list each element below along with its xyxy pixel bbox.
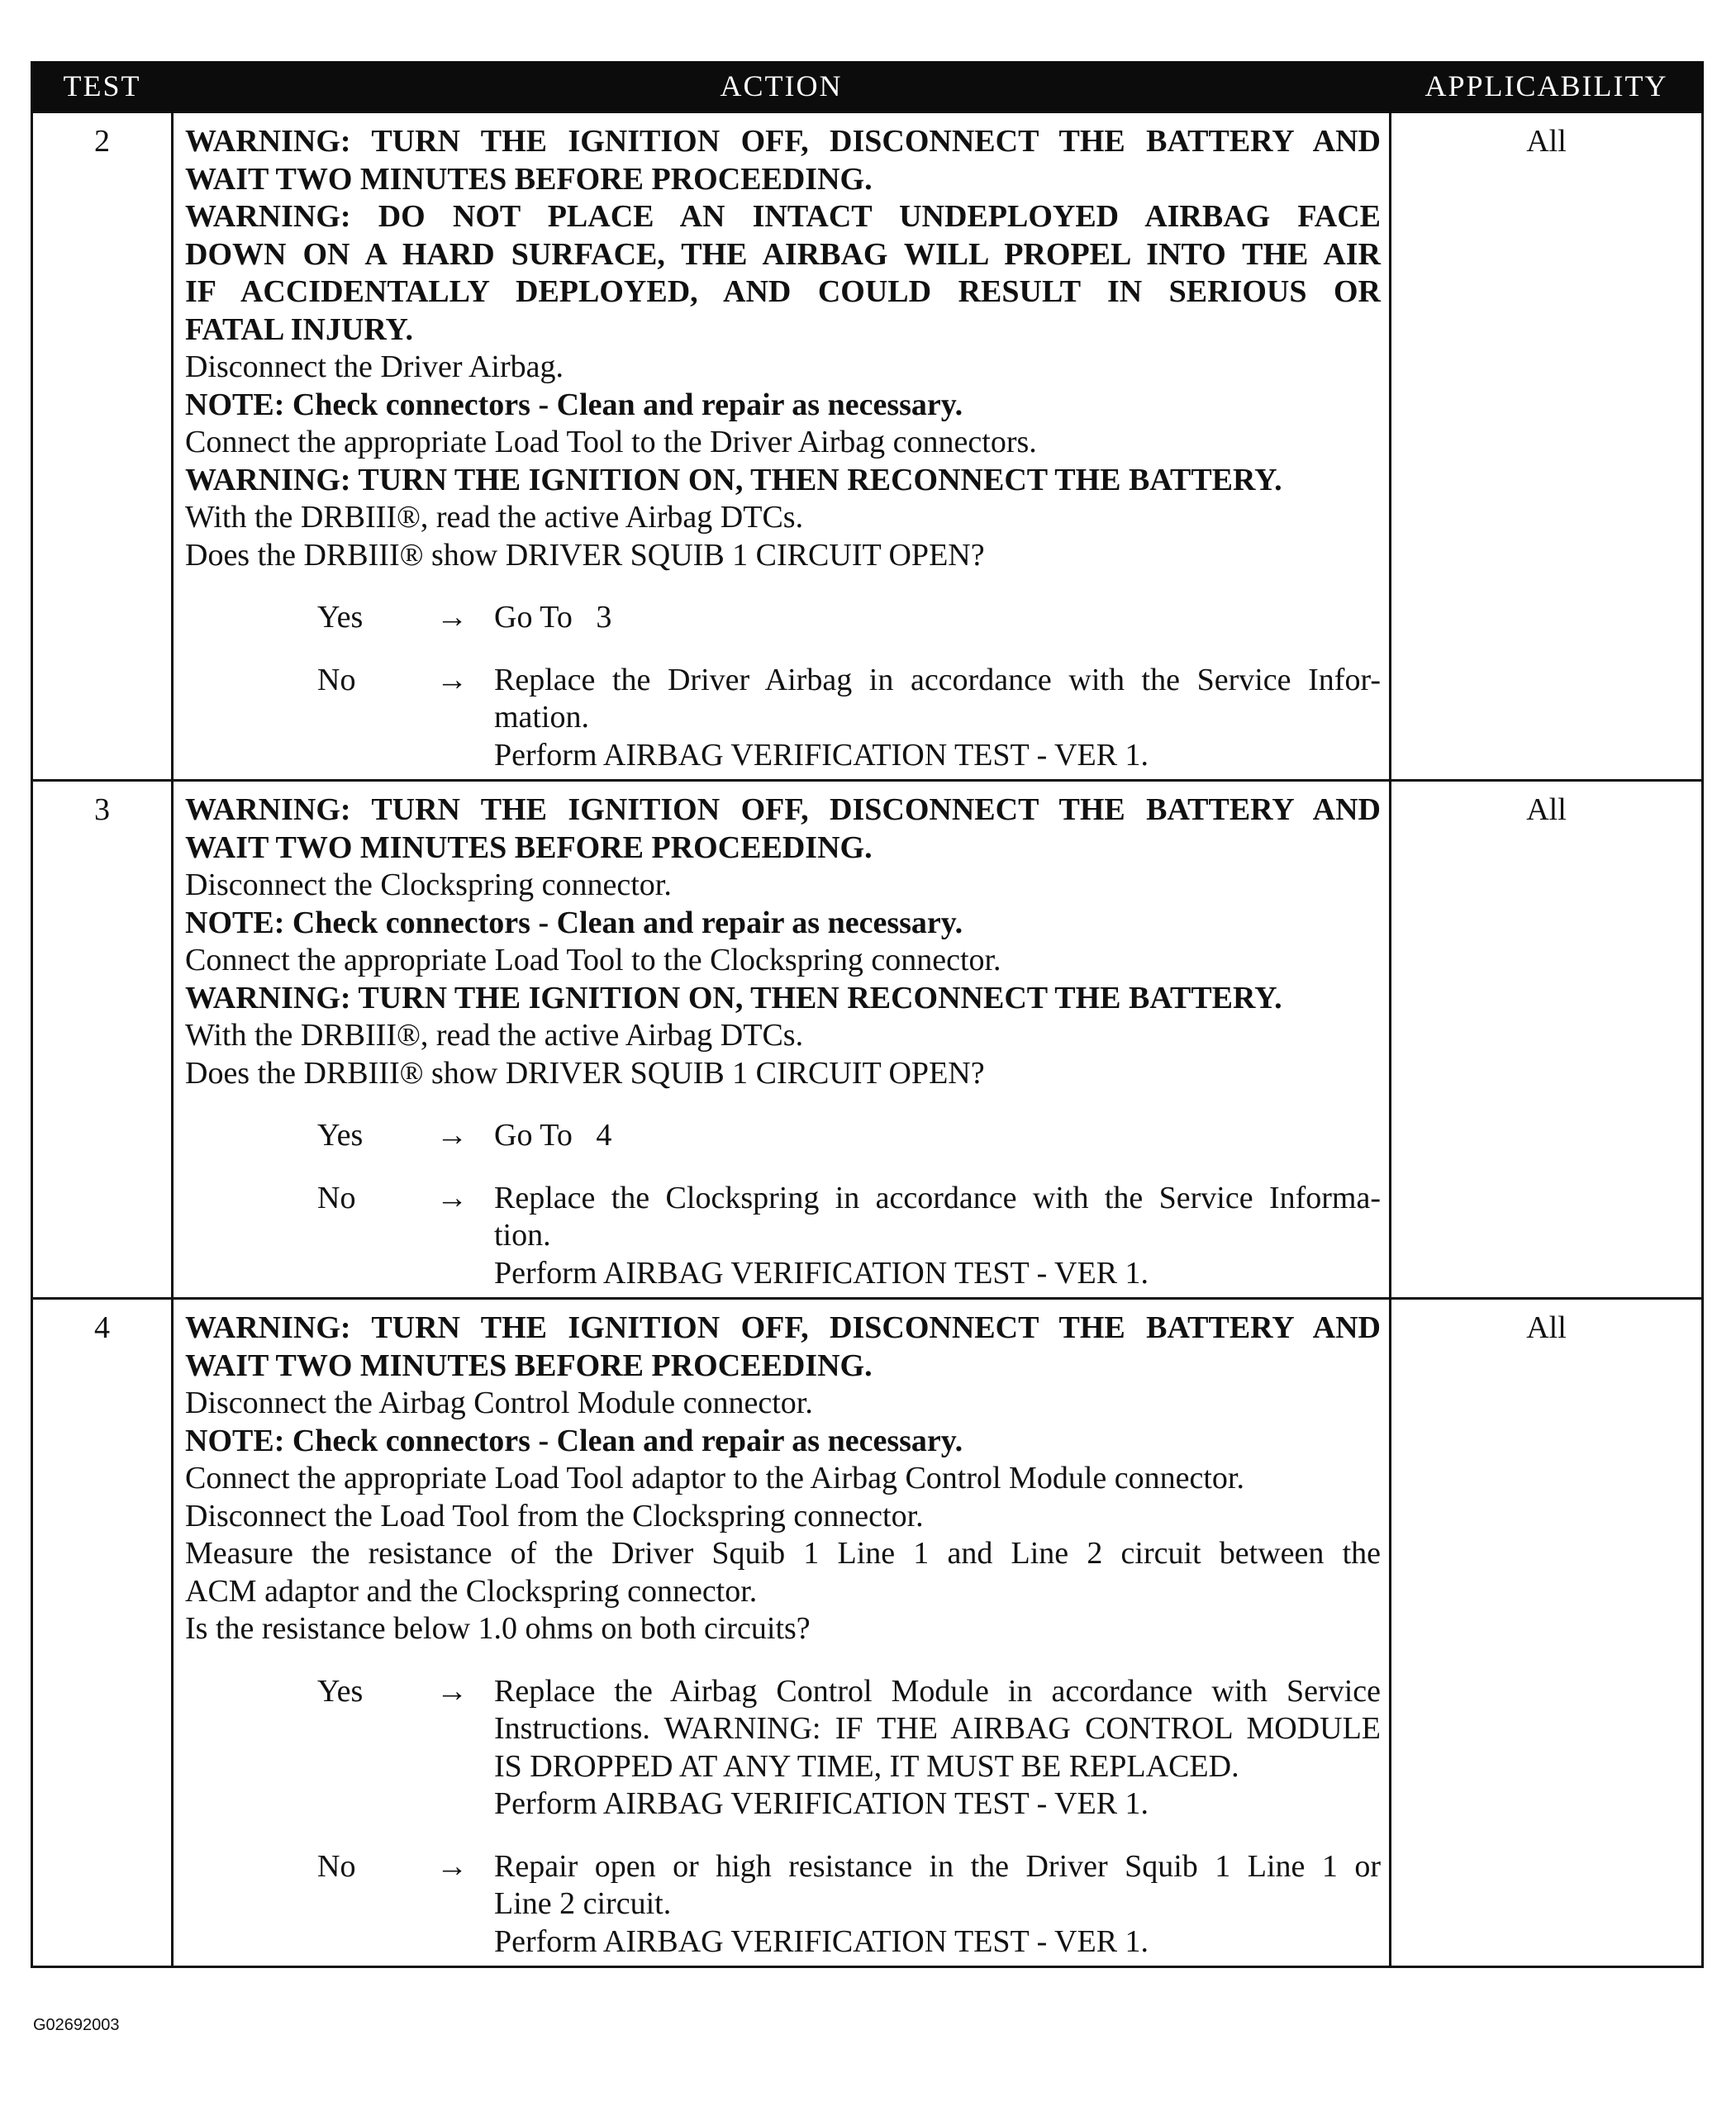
result-line: Line 2 circuit. [494,1886,672,1921]
header-action: ACTION [173,61,1391,112]
result-line: Replace the Airbag Control Module in accordance with Service [494,1673,1381,1709]
arrow-right-icon: → [436,1118,468,1153]
result-text [494,662,1381,775]
action-line: NOTE: Check connectors - Clean and repair as necessary. [185,905,963,940]
result-line: IS DROPPED AT ANY TIME, IT MUST BE REPLACED. [494,1748,1239,1784]
result-no [185,662,1381,777]
action-line: Disconnect the Airbag Control Module connector. [185,1386,813,1420]
answer-label: Yes [317,600,364,635]
result-line: tion. [494,1218,551,1253]
action-cell [173,1299,1391,1967]
action-cell [173,112,1391,781]
action-line: Is the resistance below 1.0 ohms on both circuits? [185,1611,811,1646]
action-line: Connect the appropriate Load Tool to the Driver Airbag connectors. [185,425,1037,459]
action-line: Connect the appropriate Load Tool adaptor to the Airbag Control Module connector. [185,1461,1244,1495]
action-line: WARNING: TURN THE IGNITION OFF, DISCONNECT THE BATTERY AND [185,124,1381,159]
result-line: Replace the Driver Airbag in accordance with the Service Infor- [494,662,1381,697]
table-row [32,781,1703,1299]
action-line: FATAL INJURY. [185,311,413,347]
action-line: WAIT TWO MINUTES BEFORE PROCEEDING. [185,161,873,197]
table-row [32,112,1703,781]
result-yes [185,1117,1381,1155]
action-line: Measure the resistance of the Driver Squib 1 Line 1 and Line 2 circuit between the [185,1536,1381,1571]
action-line: With the DRBIII®, read the active Airbag DTCs. [185,1018,804,1053]
table-header-row [32,61,1703,112]
result-text [494,1673,1381,1823]
action-line: Disconnect the Driver Airbag. [185,349,564,384]
action-line: WARNING: TURN THE IGNITION OFF, DISCONNECT THE BATTERY AND [185,1310,1381,1345]
result-line: Go To 4 [494,1118,612,1153]
diagnostic-test-table [31,61,1704,1968]
test-number: 2 [32,112,173,781]
action-line: Connect the appropriate Load Tool to the Clockspring connector. [185,943,1001,977]
action-line: Disconnect the Clockspring connector. [185,868,672,902]
answer-label: Yes [317,1118,364,1153]
result-yes [185,599,1381,637]
result-line: Perform AIRBAG VERIFICATION TEST - VER 1. [494,1786,1149,1821]
applicability-value: All [1391,112,1703,781]
arrow-right-icon: → [436,1673,468,1709]
arrow-right-icon: → [436,1180,468,1215]
result-text [494,1117,1381,1155]
arrow-right-icon: → [436,1848,468,1884]
header-test: TEST [32,61,173,112]
result-text [494,599,1381,637]
result-line: Repair open or high resistance in the Driver Squib 1 Line 1 or [494,1848,1381,1884]
table-row [32,1299,1703,1967]
arrow-right-icon: → [436,662,468,697]
action-line: NOTE: Check connectors - Clean and repair as necessary. [185,1423,963,1458]
answer-label: Yes [317,1673,364,1709]
figure-code: G02692003 [33,2016,120,2034]
result-yes [185,1673,1381,1823]
action-line: Does the DRBIII® show DRIVER SQUIB 1 CIRCUIT OPEN? [185,537,985,573]
action-line: IF ACCIDENTALLY DEPLOYED, AND COULD RESULT IN SERIOUS OR [185,274,1381,309]
result-line: Perform AIRBAG VERIFICATION TEST - VER 1. [494,1923,1149,1959]
answer-label: No [317,1180,356,1215]
header-applicability: APPLICABILITY [1391,61,1703,112]
result-line: Perform AIRBAG VERIFICATION TEST - VER 1. [494,737,1149,773]
action-line: Does the DRBIII® show DRIVER SQUIB 1 CIRCUIT OPEN? [185,1055,985,1091]
arrow-right-icon: → [436,600,468,635]
action-line: WARNING: TURN THE IGNITION OFF, DISCONNECT THE BATTERY AND [185,792,1381,827]
result-line: Replace the Clockspring in accordance with the Service Informa- [494,1180,1381,1215]
test-number: 3 [32,781,173,1299]
action-line: DOWN ON A HARD SURFACE, THE AIRBAG WILL PROPEL INTO THE AIR [185,236,1381,272]
result-text [494,1180,1381,1293]
answer-label: No [317,1848,356,1884]
result-no [185,1848,1381,1963]
action-line: WARNING: DO NOT PLACE AN INTACT UNDEPLOYED AIRBAG FACE [185,199,1381,234]
result-line: Go To 3 [494,600,612,635]
applicability-value: All [1391,781,1703,1299]
result-line: mation. [494,700,590,735]
answer-label: No [317,662,356,697]
action-line: WARNING: TURN THE IGNITION ON, THEN RECONNECT THE BATTERY. [185,980,1282,1015]
action-line: ACM adaptor and the Clockspring connector. [185,1573,758,1609]
action-line: Disconnect the Load Tool from the Clockspring connector. [185,1498,924,1533]
result-text [494,1848,1381,1961]
action-line: With the DRBIII®, read the active Airbag DTCs. [185,500,804,535]
action-cell [173,781,1391,1299]
action-line: NOTE: Check connectors - Clean and repair as necessary. [185,387,963,422]
action-line: WAIT TWO MINUTES BEFORE PROCEEDING. [185,1348,873,1383]
test-number: 4 [32,1299,173,1967]
result-line: Perform AIRBAG VERIFICATION TEST - VER 1. [494,1255,1149,1291]
action-line: WARNING: TURN THE IGNITION ON, THEN RECONNECT THE BATTERY. [185,462,1282,497]
applicability-value: All [1391,1299,1703,1967]
action-line: WAIT TWO MINUTES BEFORE PROCEEDING. [185,830,873,865]
result-no [185,1180,1381,1295]
result-line: Instructions. WARNING: IF THE AIRBAG CONTROL MODULE [494,1711,1381,1746]
